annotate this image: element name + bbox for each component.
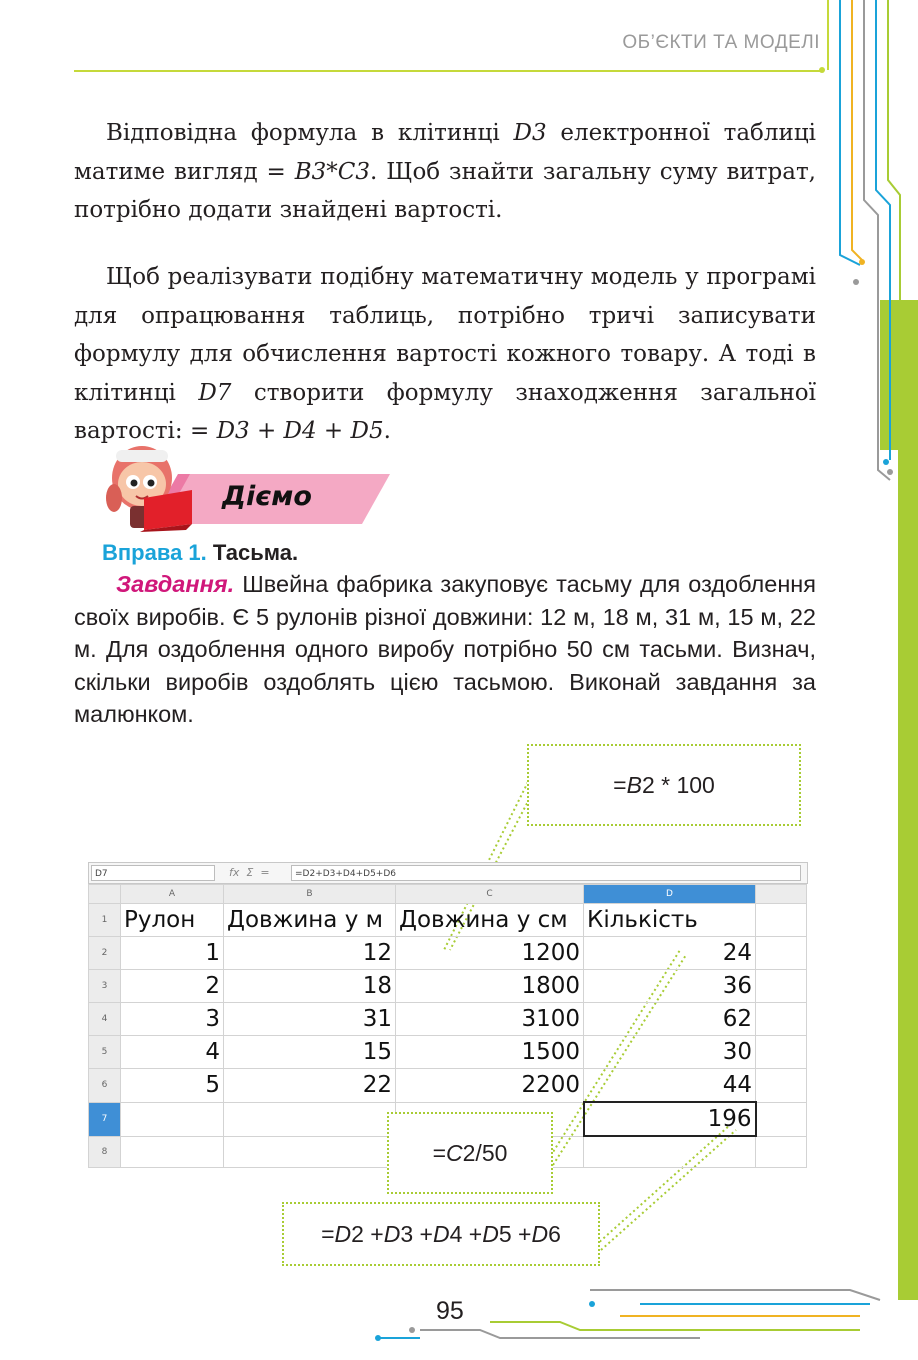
row-header[interactable]: 8 (89, 1136, 121, 1168)
exercise-task (74, 568, 816, 731)
cell[interactable]: 2 (121, 970, 224, 1003)
cell[interactable] (756, 1003, 807, 1036)
column-header[interactable]: A (121, 885, 224, 904)
intro-paragraph-2: Щоб реалізувати подібну математичну модель у програмі для опрацювання таблиць, потрібно тричі записувати формулу для обчислення вартості кожного товару. А тоді в клітинці D7 створити формулу знаходження загальної вартості: = D3 + D4 + D5. (74, 264, 816, 444)
cell[interactable] (224, 1102, 396, 1136)
column-header[interactable]: B (224, 885, 396, 904)
cell[interactable]: 30 (584, 1036, 756, 1069)
cell[interactable] (756, 1102, 807, 1136)
row-header[interactable]: 6 (89, 1069, 121, 1103)
cell[interactable]: 15 (224, 1036, 396, 1069)
cell[interactable]: Довжина у см (396, 904, 584, 937)
cell[interactable]: 1800 (396, 970, 584, 1003)
column-header[interactable]: C (396, 885, 584, 904)
cell[interactable]: 44 (584, 1069, 756, 1103)
section-badge-label: Діємо (222, 481, 312, 512)
cell[interactable]: 1500 (396, 1036, 584, 1069)
cell[interactable]: Кількість (584, 904, 756, 937)
cell[interactable] (756, 1069, 807, 1103)
corner-cell[interactable] (89, 885, 121, 904)
row-header[interactable]: 5 (89, 1036, 121, 1069)
mascot-icon (100, 440, 196, 532)
formula-bar (88, 862, 808, 884)
exercise-title (102, 540, 298, 566)
cell[interactable] (121, 1136, 224, 1168)
cell[interactable]: 31 (224, 1003, 396, 1036)
exercise-number: Вправа 1. (102, 540, 207, 565)
formula-callout-total: = D 2 + D 3 + D 4 + D 5 + D 6 (282, 1202, 600, 1266)
exercise-name: Тасьма. (212, 540, 299, 565)
formula-callout-quantity: = C 2/50 (387, 1112, 553, 1194)
cell[interactable] (756, 970, 807, 1003)
active-cell-total[interactable]: 196 (584, 1102, 756, 1136)
cell[interactable]: 36 (584, 970, 756, 1003)
column-header[interactable]: D (584, 885, 756, 904)
cell[interactable] (756, 937, 807, 970)
formula-input[interactable]: =D2+D3+D4+D5+D6 (291, 865, 801, 881)
function-wizard-icon[interactable]: fx Σ = (229, 866, 270, 879)
cell[interactable]: 62 (584, 1003, 756, 1036)
cell[interactable] (756, 1036, 807, 1069)
cell[interactable]: Довжина у м (224, 904, 396, 937)
cell[interactable]: 1200 (396, 937, 584, 970)
cell[interactable]: 4 (121, 1036, 224, 1069)
name-box[interactable]: D7 (91, 865, 215, 881)
cell[interactable]: 5 (121, 1069, 224, 1103)
cell[interactable] (756, 904, 807, 937)
row-header[interactable]: 1 (89, 904, 121, 937)
cell[interactable]: Рулон (121, 904, 224, 937)
column-header[interactable] (756, 885, 807, 904)
cell[interactable]: 1 (121, 937, 224, 970)
cell[interactable]: 2200 (396, 1069, 584, 1103)
section-header: ОБ’ЄКТИ ТА МОДЕЛІ (622, 32, 820, 53)
cell[interactable]: 3100 (396, 1003, 584, 1036)
row-header[interactable]: 3 (89, 970, 121, 1003)
intro-paragraph-1: Відповідна формула в клітинці D3 електронної таблиці матиме вигляд = B3*C3. Щоб знайти загальну суму витрат, потрібно додати знайдені вартості. (74, 120, 816, 223)
cell[interactable] (121, 1102, 224, 1136)
row-header[interactable]: 4 (89, 1003, 121, 1036)
cell[interactable] (224, 1136, 396, 1168)
cell[interactable]: 18 (224, 970, 396, 1003)
cell[interactable] (584, 1136, 756, 1168)
task-label: Завдання. (116, 571, 235, 597)
cell[interactable]: 24 (584, 937, 756, 970)
formula-callout-length-cm: = B 2 * 100 (527, 744, 801, 826)
header-divider (74, 70, 822, 72)
cell[interactable] (756, 1136, 807, 1168)
task-text: Швейна фабрика закуповує тасьму для оздоблення своїх виробів. Є 5 рулонів різної довжини: 12 м, 18 м, 31 м, 15 м, 22 м. Для оздоблення одного виробу потрібно 50 см тасьми. Визнач, скільки виробів оздоблять цією тасьмою. Виконай завдання за малюнком. (74, 571, 816, 727)
cell[interactable]: 3 (121, 1003, 224, 1036)
row-header[interactable]: 2 (89, 937, 121, 970)
row-header[interactable]: 7 (89, 1102, 121, 1136)
page-number: 95 (436, 1297, 464, 1325)
cell[interactable]: 22 (224, 1069, 396, 1103)
cell[interactable]: 12 (224, 937, 396, 970)
